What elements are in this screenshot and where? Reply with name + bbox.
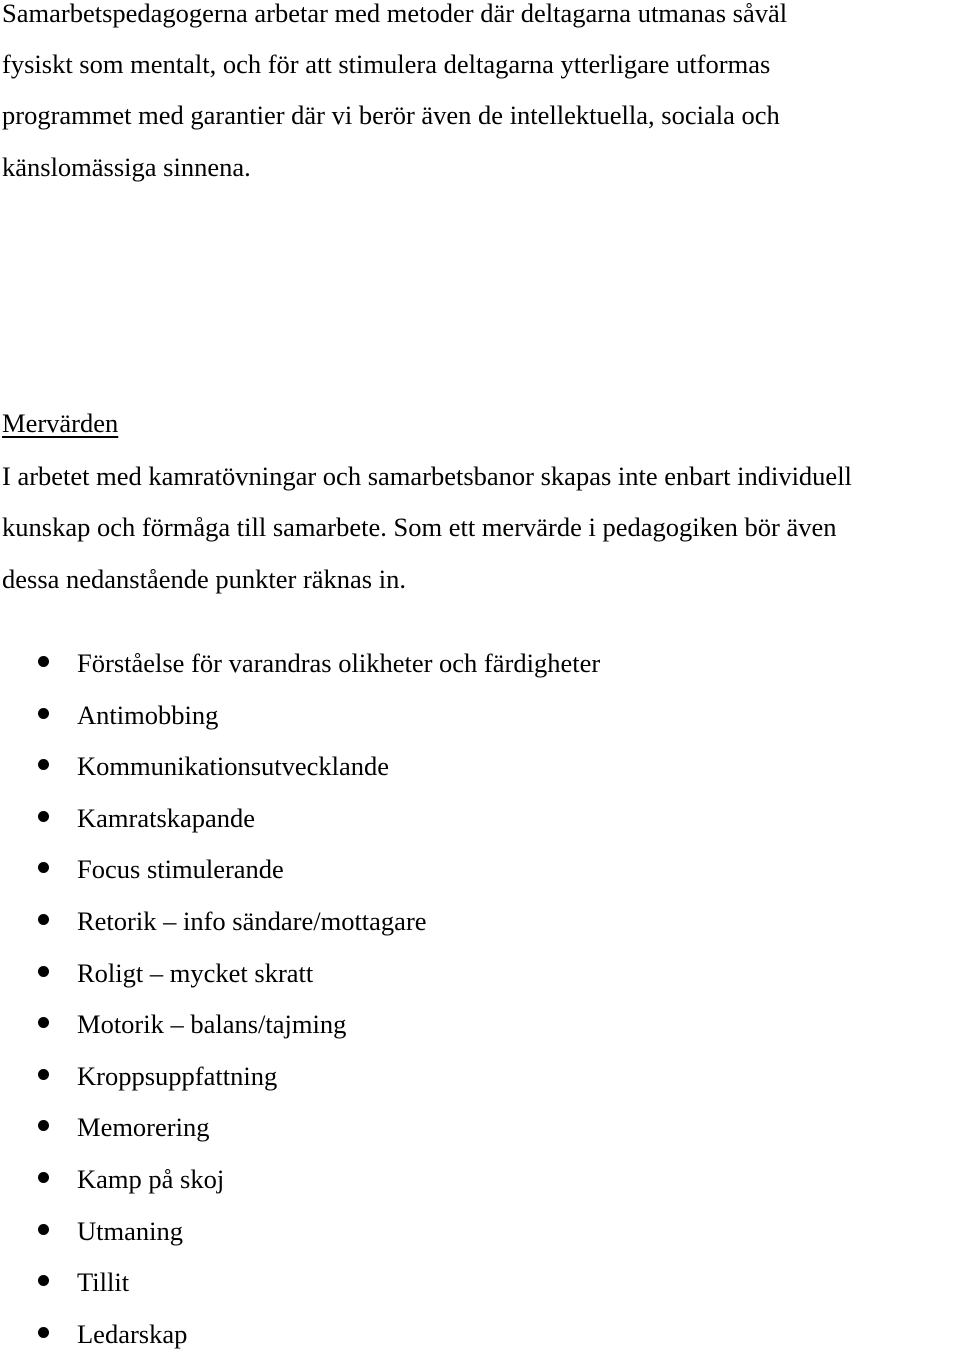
list-item: [0, 1114, 960, 1166]
list-item-text: Kommunikationsutvecklande: [77, 751, 390, 782]
bullet-icon: [38, 1327, 49, 1338]
list-item: [0, 753, 960, 805]
bullet-icon: [38, 1069, 49, 1080]
bullet-icon: [38, 1017, 49, 1028]
list-item: [0, 699, 960, 754]
list-item: [0, 1215, 960, 1270]
bullet-icon: [38, 966, 49, 977]
list-item-text: Kamratskapande: [77, 802, 256, 833]
bullet-icon: [38, 1275, 49, 1286]
bullet-icon: [38, 811, 49, 822]
bullet-list: [0, 650, 960, 1372]
bullet-icon: [38, 1224, 49, 1235]
intro-paragraph-line: programmet med garantier där vi berör även de intellektuella, sociala och: [2, 100, 780, 130]
bullet-icon: [38, 759, 49, 770]
list-item-text: Kamp på skoj: [77, 1163, 225, 1194]
section-paragraph-line: I arbetet med kamratövningar och samarbetsbanor skapas inte enbart individuell: [2, 461, 852, 491]
intro-paragraph-line: Samarbetspedagogerna arbetar med metoder där deltagarna utmanas såväl: [2, 0, 788, 28]
list-item: [0, 1011, 960, 1063]
intro-paragraph-line: fysiskt som mentalt, och för att stimulera deltagarna ytterligare utformas: [2, 49, 771, 79]
list-item: [0, 856, 960, 908]
list-item-text: Ledarskap: [77, 1318, 188, 1349]
list-item-text: Focus stimulerande: [77, 854, 284, 885]
list-item: [0, 1318, 960, 1372]
list-item: [0, 650, 960, 702]
bullet-icon: [38, 656, 49, 667]
list-item-text: Motorik – balans/tajming: [77, 1009, 347, 1040]
list-item: [0, 905, 960, 960]
list-item-text: Kroppsuppfattning: [77, 1060, 278, 1091]
bullet-icon: [38, 914, 49, 925]
list-item-text: Utmaning: [77, 1215, 183, 1246]
list-item: [0, 802, 960, 857]
list-item: [0, 1060, 960, 1115]
list-item: [0, 1163, 960, 1218]
list-item: [0, 1269, 960, 1321]
bullet-icon: [38, 1120, 49, 1131]
section-paragraph-line: kunskap och förmåga till samarbete. Som ett mervärde i pedagogiken bör även: [2, 512, 837, 542]
list-item: [0, 957, 960, 1012]
list-item-text: Förståelse för varandras olikheter och färdigheter: [77, 648, 601, 678]
list-item-text: Retorik – info sändare/mottagare: [77, 905, 427, 936]
bullet-icon: [38, 862, 49, 873]
list-item-text: Antimobbing: [77, 699, 219, 730]
section-heading: Mervärden: [2, 408, 119, 438]
section-paragraph-line: dessa nedanstående punkter räknas in.: [2, 564, 406, 594]
bullet-icon: [38, 1172, 49, 1183]
list-item-text: Tillit: [77, 1267, 130, 1298]
bullet-icon: [38, 708, 49, 719]
list-item-text: Memorering: [77, 1112, 210, 1143]
list-item-text: Roligt – mycket skratt: [77, 957, 314, 988]
intro-paragraph-line: känslomässiga sinnena.: [2, 152, 251, 182]
